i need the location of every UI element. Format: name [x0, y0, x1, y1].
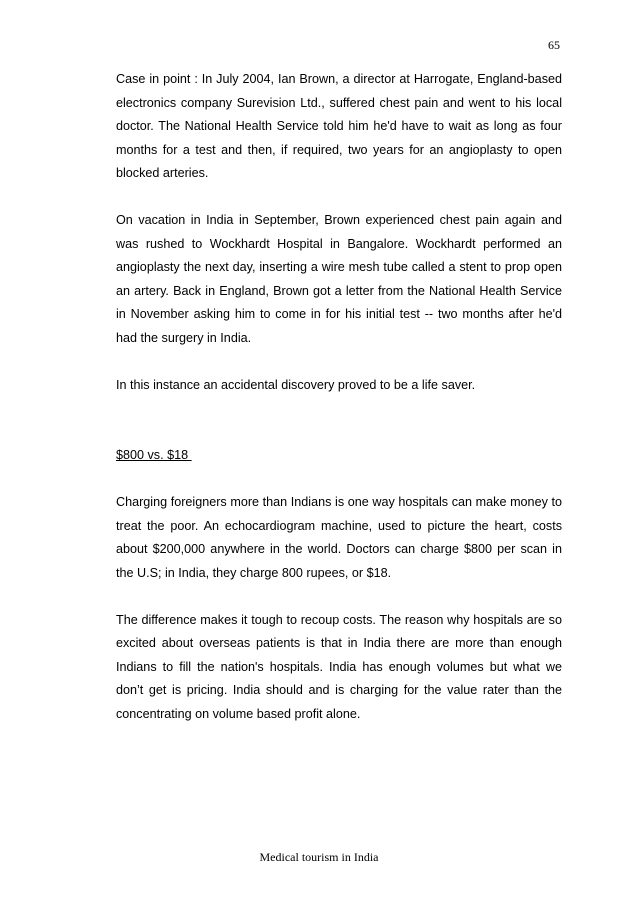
paragraph-case-in-point: Case in point : In July 2004, Ian Brown, a director at Harrogate, England-based electronics company Surevision Ltd., suffered chest pain and went to his local doctor. The National Health Service told him he'd have to wait as long as four months for a test and then, if required, two years for an angioplasty to open blocked arteries.	[116, 72, 562, 180]
page-footer: Medical tourism in India	[259, 850, 379, 864]
paragraph-accidental-discovery: In this instance an accidental discovery proved to be a life saver.	[116, 377, 476, 392]
spacer	[116, 421, 562, 445]
paragraph-vacation-in-india: On vacation in India in September, Brown experienced chest pain again and was rushed to Wockhardt Hospital in Bangalore. Wockhardt performed an angioplasty the next day, inserting a wire mesh tube called a stent to prop open an artery. Back in England, Brown got a letter from the National Health Service in November asking him to come in for his initial test -- two months after he'd had the surgery in India.	[116, 213, 562, 345]
document-body	[116, 68, 562, 750]
section-heading: $800 vs. $18	[116, 448, 192, 462]
page-number: 65	[548, 38, 560, 52]
paragraph-recoup-costs: The difference makes it tough to recoup costs. The reason why hospitals are so excited about overseas patients is that in India there are more than enough Indians to fill the nation's hospitals. India has enough volumes but what we don’t get is pricing. India should and is charging for the value rater than the concentrating on volume based profit alone.	[116, 612, 562, 721]
paragraph-charging-foreigners: Charging foreigners more than Indians is one way hospitals can make money to treat the poor. An echocardiogram machine, used to picture the heart, costs about $200,000 anywhere in the world. Doctors can charge $800 per scan in the U.S; in India, they charge 800 rupees, or $18.	[116, 495, 562, 580]
